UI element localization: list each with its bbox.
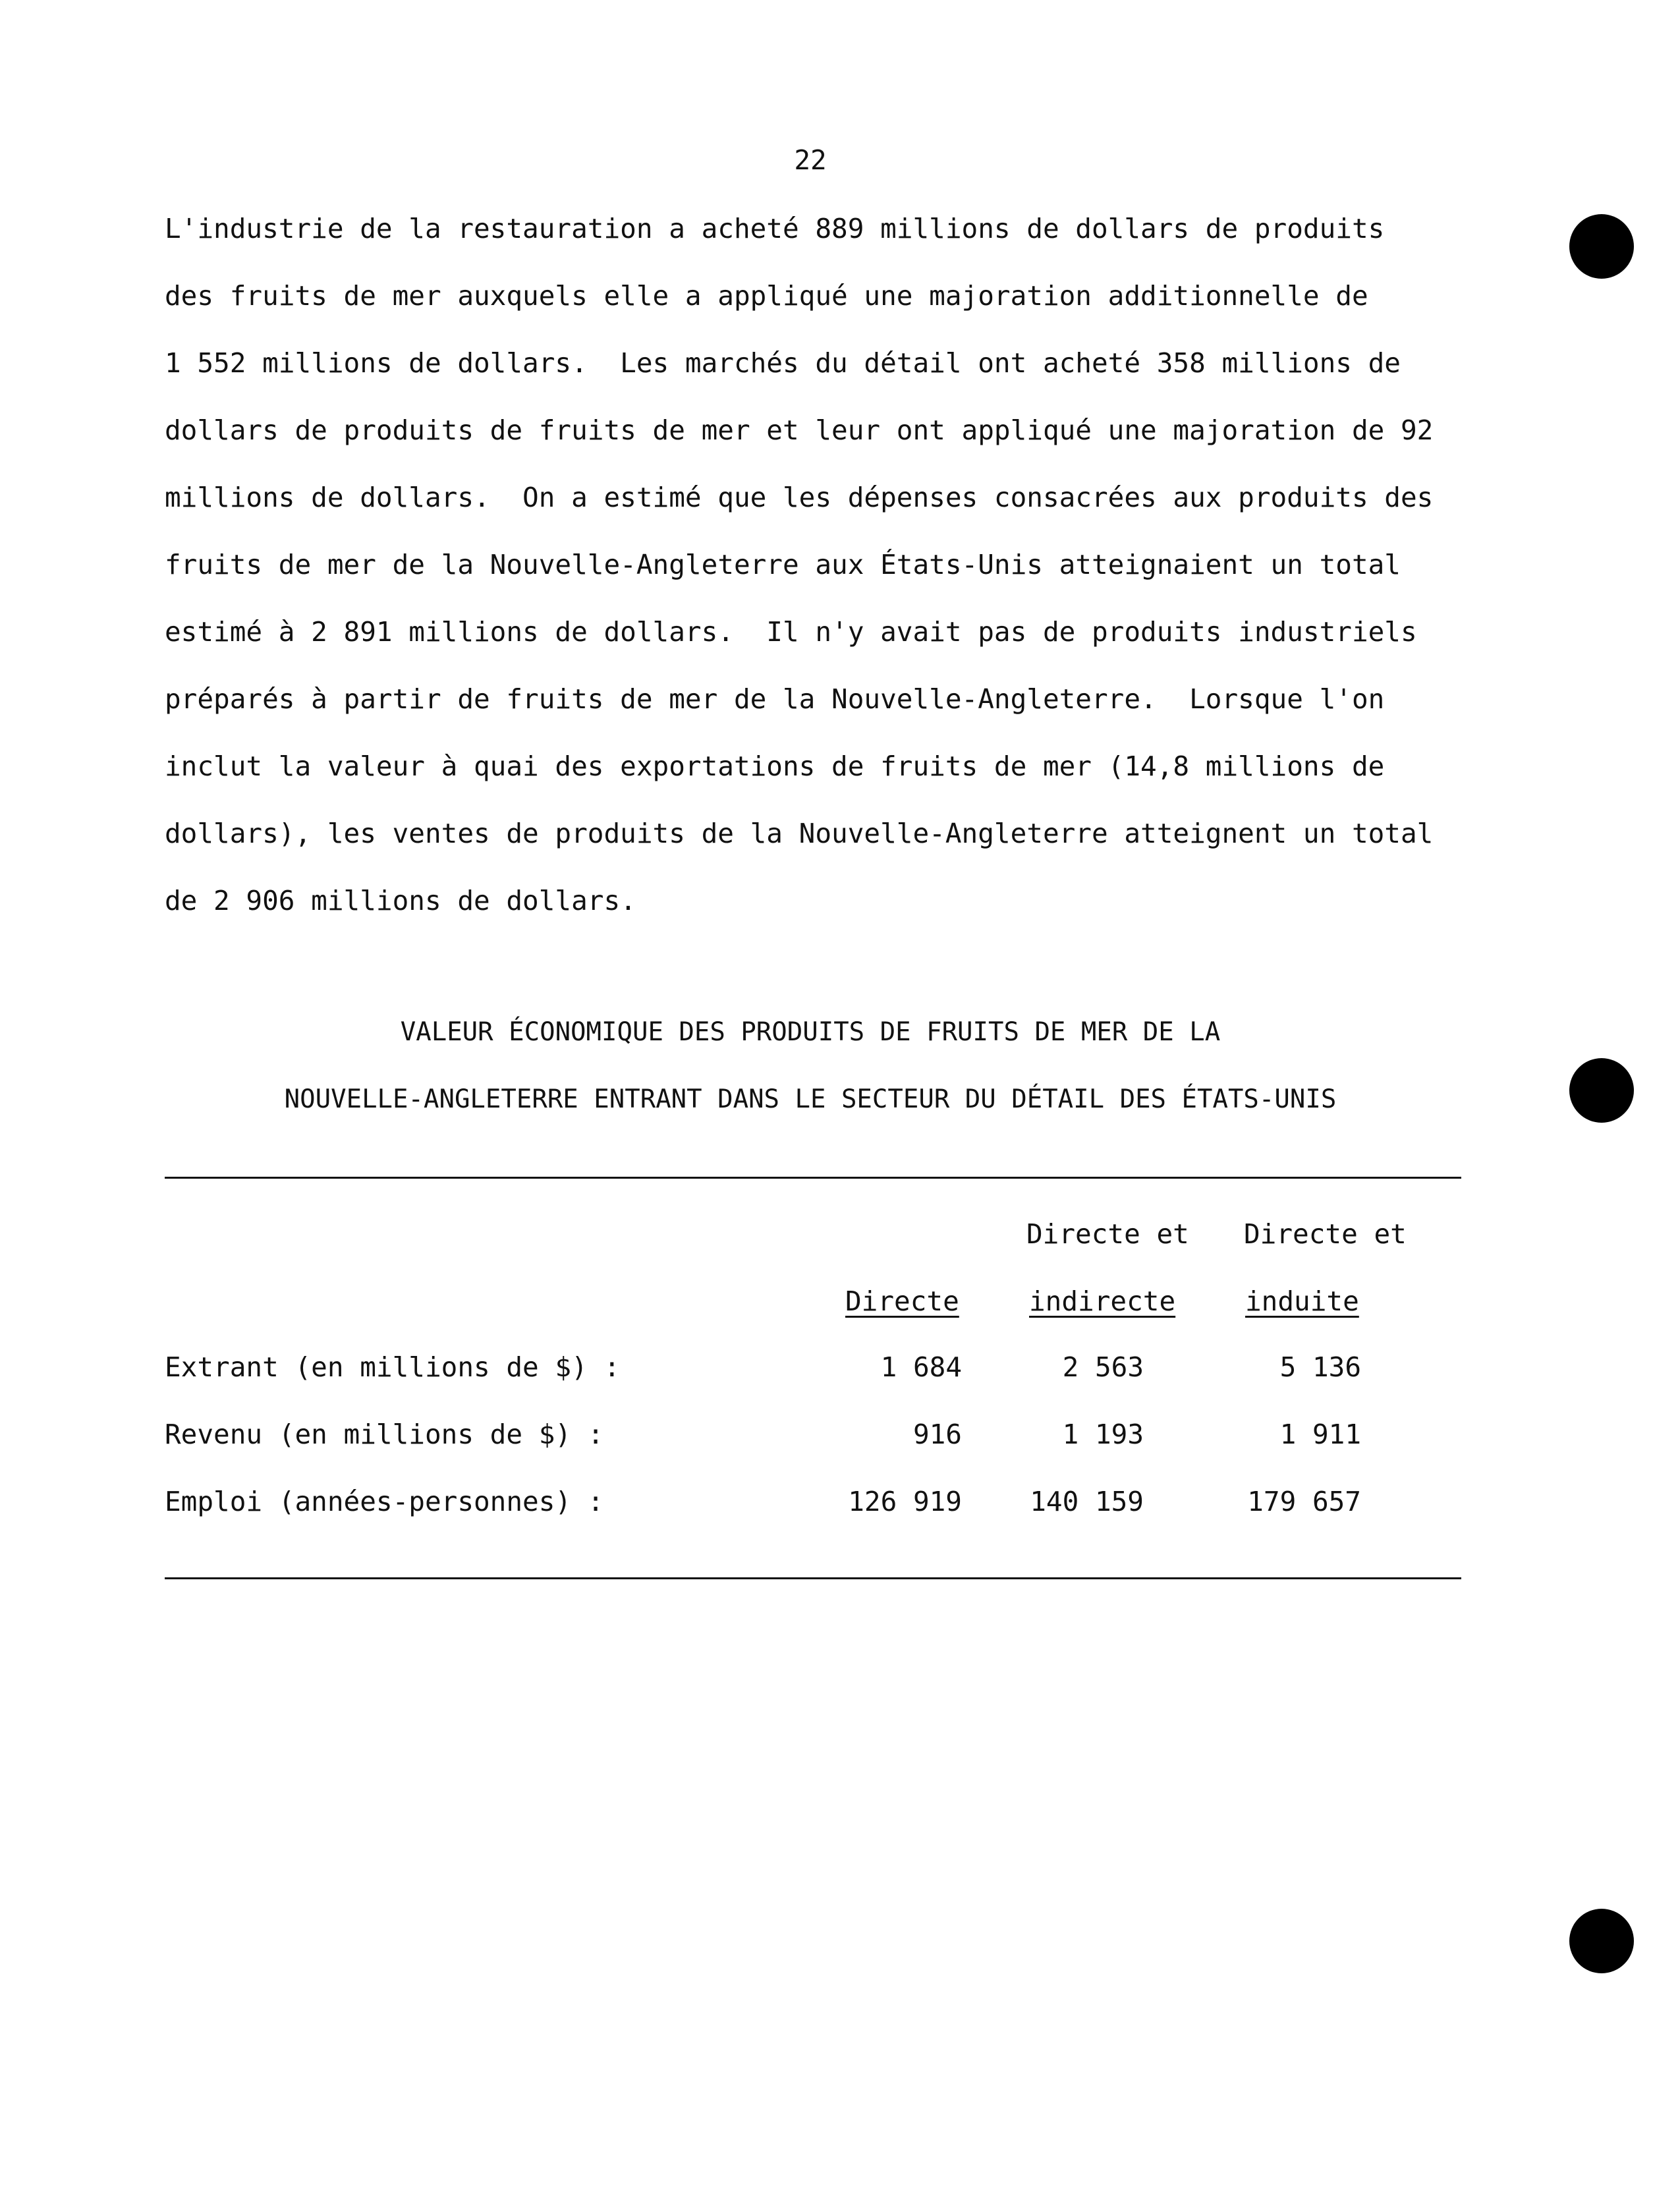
- paragraph-line: fruits de mer de la Nouvelle-Angleterre aux États-Unis atteignaient un total: [165, 549, 1401, 580]
- paragraph-line: dollars de produits de fruits de mer et leur ont appliqué une majoration de 92: [165, 414, 1434, 446]
- row-label-extrant: Extrant (en millions de $) :: [165, 1351, 621, 1383]
- paragraph-line: estimé à 2 891 millions de dollars. Il n'y avait pas de produits industriels: [165, 616, 1417, 648]
- table-cell: 140 159: [1030, 1486, 1144, 1517]
- column-header-indirecte: indirecte: [1029, 1285, 1176, 1317]
- column-header-directe: Directe: [845, 1285, 959, 1317]
- table-cell: 1 684: [880, 1351, 962, 1383]
- paragraph-line: L'industrie de la restauration a acheté 889 millions de dollars de produits: [165, 213, 1385, 244]
- punch-hole-top: [1569, 214, 1634, 279]
- column-header-induite: induite: [1245, 1285, 1359, 1317]
- table-bottom-rule: [165, 1577, 1461, 1579]
- paragraph-line: préparés à partir de fruits de mer de la Nouvelle-Angleterre. Lorsque l'on: [165, 683, 1385, 715]
- row-label-emploi: Emploi (années-personnes) :: [165, 1486, 604, 1517]
- punch-hole-bottom: [1569, 1909, 1634, 1973]
- table-cell: 1 193: [1062, 1419, 1144, 1450]
- paragraph-line: millions de dollars. On a estimé que les dépenses consacrées aux produits des: [165, 482, 1434, 513]
- table-title-line-2: NOUVELLE-ANGLETERRE ENTRANT DANS LE SECTEUR DU DÉTAIL DES ÉTATS-UNIS: [284, 1084, 1337, 1114]
- page-number: 22: [794, 144, 827, 176]
- paragraph-line: des fruits de mer auxquels elle a appliqué une majoration additionnelle de: [165, 280, 1368, 312]
- row-label-revenu: Revenu (en millions de $) :: [165, 1419, 604, 1450]
- column-header-2-line-1: Directe et: [1026, 1218, 1189, 1250]
- table-cell: 2 563: [1062, 1351, 1144, 1383]
- table-cell: 126 919: [848, 1486, 962, 1517]
- paragraph-line: 1 552 millions de dollars. Les marchés du détail ont acheté 358 millions de: [165, 347, 1401, 379]
- paragraph-line: de 2 906 millions de dollars.: [165, 885, 636, 916]
- paragraph-line: dollars), les ventes de produits de la Nouvelle-Angleterre atteignent un total: [165, 818, 1434, 849]
- punch-hole-middle: [1569, 1058, 1634, 1123]
- table-title-line-1: VALEUR ÉCONOMIQUE DES PRODUITS DE FRUITS DE MER DE LA: [400, 1017, 1221, 1047]
- table-cell: 1 911: [1279, 1419, 1361, 1450]
- table-cell: 179 657: [1247, 1486, 1361, 1517]
- paragraph-line: inclut la valeur à quai des exportations de fruits de mer (14,8 millions de: [165, 750, 1385, 782]
- column-header-3-line-1: Directe et: [1244, 1218, 1407, 1250]
- table-top-rule: [165, 1177, 1461, 1179]
- table-cell: 916: [912, 1419, 962, 1450]
- table-cell: 5 136: [1279, 1351, 1361, 1383]
